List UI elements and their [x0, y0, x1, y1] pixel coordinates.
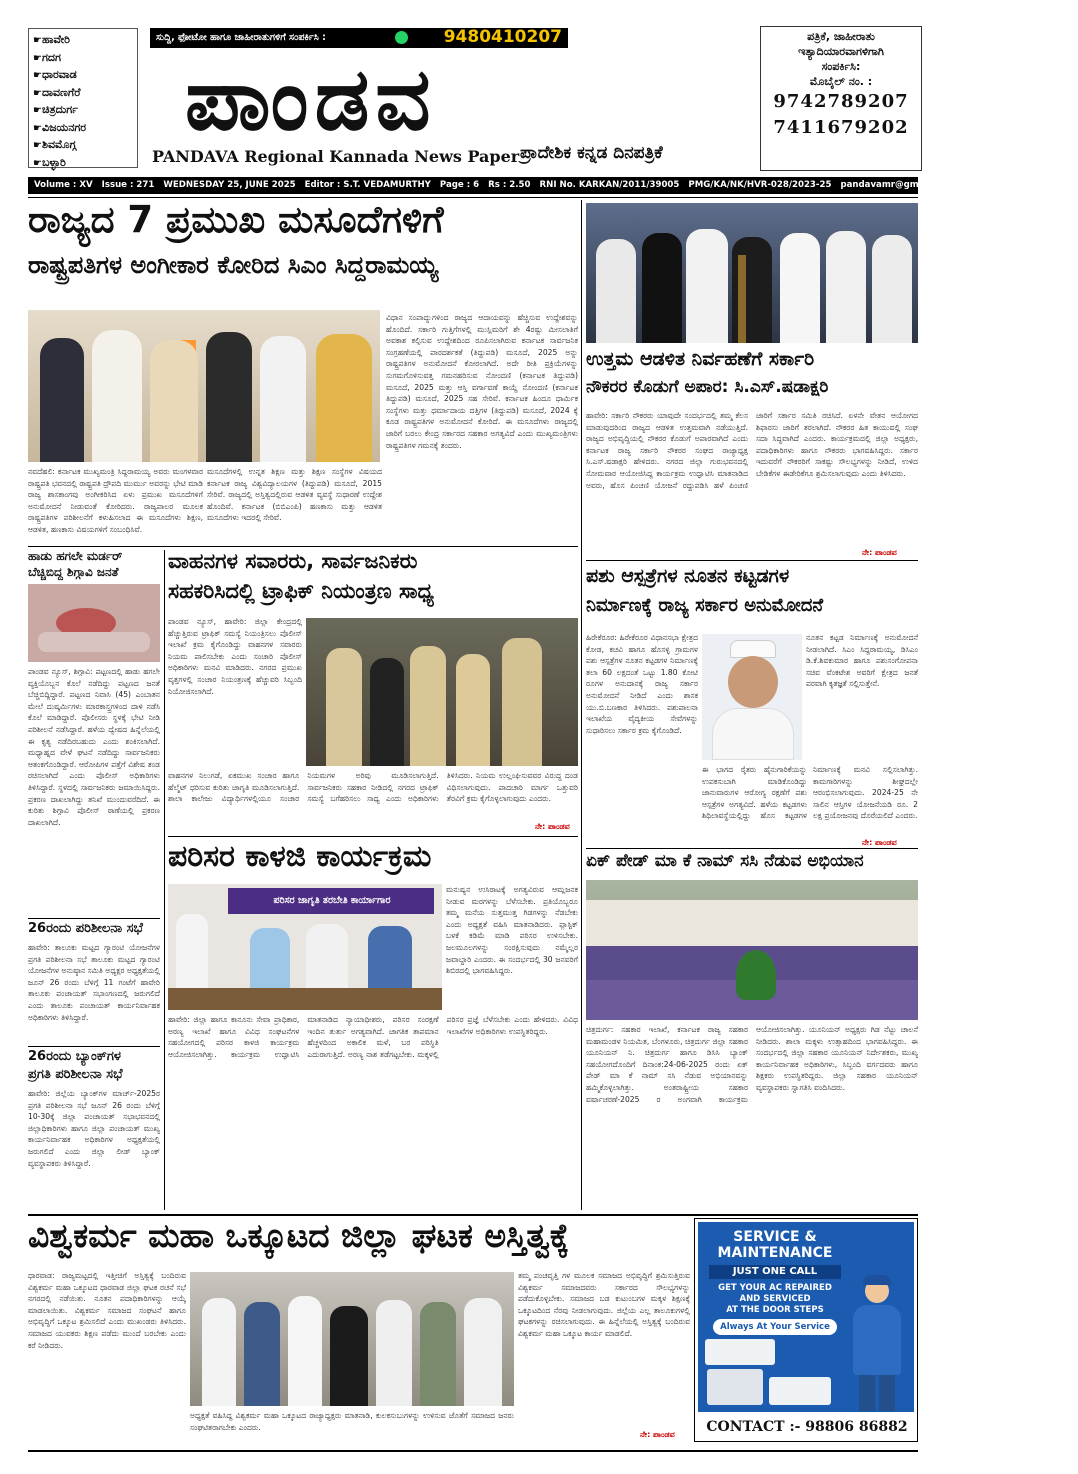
- ad-line: ಮೊಬೈಲ್ ನಂ. :: [809, 75, 873, 88]
- editor: Editor : S.T. VEDAMURTHY: [304, 180, 431, 190]
- story4-body-left: ಪಾಂಡವ ನ್ಯೂಸ್, ಹಾವೇರಿ: ಜಿಲ್ಲಾ ಕೇಂದ್ರದಲ್ಲಿ ಹೆಚ್ಚುತ್ತಿರುವ ಟ್ರಾಫಿಕ್ ಸಮಸ್ಯೆ ನಿಯಂತ್ರಿಸಲು ಪೊಲೀಸ್ ಇಲಾಖೆ ಕ್ರಮ ಕೈಗೊಂಡಿದ್ದು ವಾಹನಗಳ ಸವಾರರು ನಿಯಮ ಪಾಲಿಸಬೇಕು ಎಂದು ಸಂಚಾರಿ ಪೊಲೀಸ್ ಅಧಿಕಾರಿಗಳು ಮನವಿ ಮಾಡಿದರು. ನಗರದ ಪ್ರಮುಖ ವೃತ್ತಗಳಲ್ಲಿ ಸಂಚಾರ ನಿಯಂತ್ರಣಕ್ಕೆ ಹೆಚ್ಚುವರಿ ಸಿಬ್ಬಂದಿ ನಿಯೋಜಿಸಲಾಗಿದೆ.: [168, 617, 302, 696]
- story3-photo: [28, 584, 160, 662]
- issue: Issue : 271: [101, 180, 155, 190]
- story5-headline-1: ಪಶು ಆಸ್ಪತ್ರೆಗಳ ನೂತನ ಕಟ್ಟಡಗಳ: [586, 565, 790, 587]
- story4-headline-1: ವಾಹನಗಳ ಸವಾರರು, ಸಾರ್ವಜನಿಕರು: [168, 549, 418, 573]
- district-item: ☛ ಚಿತ್ರದುರ್ಗ: [33, 102, 133, 120]
- rni: RNI No. KARKAN/2011/39005: [539, 180, 680, 190]
- story7-body: ಚಿತ್ರದುರ್ಗ: ಸಹಕಾರ ಇಲಾಖೆ, ಕರ್ನಾಟಕ ರಾಜ್ಯ ಸಹಕಾರ ಮಹಾಮಂಡಳ ನಿಯಮಿತ, ಬೆಂಗಳೂರು, ಚಿತ್ರದುರ್ಗ ಜಿಲ್ಲಾ ಸಹಕಾರ ಯೂನಿಯನ್ ನಿ. ಚಿತ್ರದುರ್ಗ ಹಾಗೂ ಡಿಸಿಸಿ ಬ್ಯಾಂಕ್ ಸಹಯೋಗದೊಂದಿಗೆ ದಿನಾಂಕ:24-06-2025 ರಂದು ಏಕ್ ಪೇಡ್ ಮಾ ಕೆ ನಾಮ್ ಸಸಿ ನೆಡುವ ಅಭಿಯಾನವನ್ನು ಹಮ್ಮಿಕೊಳ್ಳಲಾಗಿತ್ತು. ಅಂತರಾಷ್ಟ್ರೀಯ ಸಹಕಾರ ವರ್ಷಾಚರಣೆ-2025 ರ ಅಂಗವಾಗಿ ಕಾರ್ಯಕ್ರಮ ಆಯೋಜಿಸಲಾಗಿತ್ತು. ಯೂನಿಯನ್ ಅಧ್ಯಕ್ಷರು ಗಿಡ ನೆಟ್ಟು ಚಾಲನೆ ನೀಡಿದರು. ಶಾಲಾ ಮಕ್ಕಳು ಉತ್ಸಾಹದಿಂದ ಭಾಗವಹಿಸಿದ್ದರು. ಈ ಸಂದರ್ಭದಲ್ಲಿ ಜಿಲ್ಲಾ ಸಹಕಾರ ಯೂನಿಯನ್ ನಿರ್ದೇಶಕರು, ಮುಖ್ಯ ಕಾರ್ಯನಿರ್ವಾಹಕ ಅಧಿಕಾರಿಗಳು, ಸಿಬ್ಬಂದಿ ವರ್ಗದವರು ಹಾಗೂ ಶಿಕ್ಷಕರು ಉಪಸ್ಥಿತರಿದ್ದರು. ಜಿಲ್ಲಾ ಸಹಕಾರ ಯೂನಿಯನ್ ವ್ಯವಸ್ಥಾಪಕರು ಸ್ವಾಗತಿಸಿ ವಂದಿಸಿದರು.: [586, 1025, 918, 1104]
- story2-headline-1: ಉತ್ತಮ ಆಡಳಿತ ನಿರ್ವಹಣೆಗೆ ಸರ್ಕಾರಿ: [586, 348, 815, 370]
- ad-title-1: SERVICE &: [733, 1229, 817, 1245]
- ad-phone: 7411679202: [773, 117, 909, 138]
- district-list: [28, 28, 138, 168]
- contact-strip: [150, 28, 568, 48]
- story5-headline-2: ನಿರ್ಮಾಣಕ್ಕೆ ರಾಜ್ಯ ಸರ್ಕಾರ ಅನುಮೋದನೆ: [586, 595, 824, 616]
- section-divider: [586, 560, 918, 561]
- story1-body-mid: ಮಸೂದೆಗಳಲ್ಲಿ ಉನ್ನತ ಶಿಕ್ಷಣ ಮತ್ತು ಶಿಕ್ಷಣ ಸಂಸ್ಥೆಗಳ ವಿಷಯದ ಕರ್ನಾಟಕ ರಾಜ್ಯ ವಿಶ್ವವಿದ್ಯಾಲಯಗಳ (ತಿದ್ದುಪಡಿ) ಮಸೂದೆ, 2015 ಸೇರಿವೆ. ರಾಜ್ಯದಲ್ಲಿ ಅಸ್ತಿತ್ವದಲ್ಲಿರುವ ಆಡಳಿತ ವ್ಯವಸ್ಥೆ ಸುಧಾರಣೆ ಉದ್ದೇಶ ಹೊಂದಿವೆ. ಕರ್ನಾಟಕ (ಬಿಬಿಎಂಪಿ) ಹಣಕಾಸು ಮತ್ತು ಆಡಳಿತ ಮಸೂದೆಗಳು ಇದರಲ್ಲಿ ಸೇರಿವೆ.: [207, 467, 382, 523]
- mobile: Mob No. : 9742789207: [962, 180, 1072, 190]
- story2-body: ಹಾವೇರಿ: ಸರ್ಕಾರಿ ನೌಕರರು ಯಾವುದೇ ಸಂದರ್ಭದಲ್ಲಿ ತಮ್ಮ ಕೆಲಸ ಮಾಡುವುದರಿಂದ ರಾಜ್ಯದ ಆಡಳಿತ ಉತ್ತಮವಾಗಿ ನಡೆಯುತ್ತಿದೆ. ರಾಜ್ಯದ ಅಭಿವೃದ್ಧಿಯಲ್ಲಿ ನೌಕರರ ಕೊಡುಗೆ ಅಪಾರವಾಗಿದೆ ಎಂದು ಕರ್ನಾಟಕ ರಾಜ್ಯ ಸರ್ಕಾರಿ ನೌಕರರ ಸಂಘದ ರಾಜ್ಯಾಧ್ಯಕ್ಷ ಸಿ.ಎಸ್.ಷಡಾಕ್ಷರಿ ಹೇಳಿದರು. ನಗರದ ಜಿಲ್ಲಾ ಗುರುಭವನದಲ್ಲಿ ಸೋಮವಾರ ಆಯೋಜಿಸಿದ್ದ ಕಾರ್ಯಕ್ರಮ ಉದ್ಘಾಟಿಸಿ ಮಾತನಾಡಿದ ಅವರು, ಹೊಸ ಪಿಂಚಣಿ ಯೋಜನೆ ರದ್ದುಪಡಿಸಿ ಹಳೆ ಪಿಂಚಣಿ ಜಾರಿಗೆ ಸರ್ಕಾರ ಸಮಿತಿ ರಚಿಸಿದೆ. ಏಳನೇ ವೇತನ ಆಯೋಗದ ಶಿಫಾರಸು ಜಾರಿಗೆ ತರಲಾಗಿದೆ. ನೌಕರರ ಹಿತ ಕಾಯುವಲ್ಲಿ ಸಂಘ ಸದಾ ಸಿದ್ಧವಾಗಿದೆ ಎಂದರು. ಕಾರ್ಯಕ್ರಮದಲ್ಲಿ ಜಿಲ್ಲಾ ಅಧ್ಯಕ್ಷರು, ಪದಾಧಿಕಾರಿಗಳು ಹಾಗೂ ನೌಕರರು ಭಾಗವಹಿಸಿದ್ದರು. ಸರ್ಕಾರ ಇದುವರೆಗೆ ನೌಕರರಿಗೆ ಸಾಕಷ್ಟು ಸೌಲಭ್ಯಗಳನ್ನು ನೀಡಿದೆ, ಉಳಿದ ಬೇಡಿಕೆಗಳ ಈಡೇರಿಕೆಗೂ ಶ್ರಮಿಸಲಾಗುವುದು ಎಂದು ತಿಳಿಸಿದರು.: [586, 411, 918, 490]
- story1-headline-2: ರಾಷ್ಟ್ರಪತಿಗಳ ಅಂಗೀಕಾರ ಕೋರಿದ ಸಿಎಂ ಸಿದ್ದರಾಮಯ್ಯ: [28, 251, 439, 279]
- story4-body-bottom: ವಾಹನಗಳ ನಿಲುಗಡೆ, ಏಕಮುಖ ಸಂಚಾರ ಹಾಗೂ ಹೆಲ್ಮೆಟ್ ಧರಿಸುವ ಕುರಿತು ಜಾಗೃತಿ ಮೂಡಿಸಲಾಗುತ್ತಿದೆ. ಶಾಲಾ ಕಾಲೇಜು ವಿದ್ಯಾರ್ಥಿಗಳಲ್ಲಿಯೂ ಸಂಚಾರ ನಿಯಮಗಳ ಅರಿವು ಮೂಡಿಸಲಾಗುತ್ತಿದೆ. ಸಾರ್ವಜನಿಕರು ಸಹಕಾರ ನೀಡಿದಲ್ಲಿ ನಗರದ ಟ್ರಾಫಿಕ್ ಸಮಸ್ಯೆ ಬಗೆಹರಿಸಲು ಸಾಧ್ಯ ಎಂದು ಅಧಿಕಾರಿಗಳು ತಿಳಿಸಿದರು. ನಿಯಮ ಉಲ್ಲಂಘಿಸುವವರ ವಿರುದ್ಧ ದಂಡ ವಿಧಿಸಲಾಗುವುದು. ಪಾದಚಾರಿ ಮಾರ್ಗ ಒತ್ತುವರಿ ತೆರವಿಗೆ ಕ್ರಮ ಕೈಗೊಳ್ಳಲಾಗುವುದು ಎಂದರು.: [168, 771, 578, 804]
- story5-body-right: ನೂತನ ಕಟ್ಟಡ ನಿರ್ಮಾಣಕ್ಕೆ ಅನುಮೋದನೆ ನೀಡಲಾಗಿದೆ. ಸಿಎಂ ಸಿದ್ದರಾಮಯ್ಯ, ಡಿಸಿಎಂ ಡಿ.ಕೆ.ಶಿವಕುಮಾರ ಹಾಗೂ ಪಶುಸಂಗೋಪನಾ ಸಚಿವ ವೆಂಕಟೇಶ ಅವರಿಗೆ ಕ್ಷೇತ್ರದ ಜನತೆ ಪರವಾಗಿ ಕೃತಜ್ಞತೆ ಸಲ್ಲಿಸುತ್ತೇನೆ.: [806, 633, 918, 689]
- brief2-body: ಹಾವೇರಿ: ಜಿಲ್ಲೆಯ ಬ್ಯಾಂಕ್‌ಗಳ ಮಾರ್ಚ್-2025ರ ಪ್ರಗತಿ ಪರಿಶೀಲನಾ ಸಭೆ ಜೂನ್ 26 ರಂದು ಬೆಳಿಗ್ಗೆ 10-30ಕ್ಕೆ ಜಿಲ್ಲಾ ಪಂಚಾಯತ್ ಸಭಾಭವನದಲ್ಲಿ ಜಿಲ್ಲಾಧಿಕಾರಿಗಳು ಹಾಗೂ ಜಿಲ್ಲಾ ಪಂಚಾಯತ್ ಮುಖ್ಯ ಕಾರ್ಯನಿರ್ವಾಹಕ ಅಧಿಕಾರಿಗಳ ಅಧ್ಯಕ್ಷತೆಯಲ್ಲಿ ಜರುಗಲಿದೆ ಎಂದು ಜಿಲ್ಲಾ ಲೀಡ್ ಬ್ಯಾಂಕ್ ವ್ಯವಸ್ಥಾಪಕರು ತಿಳಿಸಿದ್ದಾರೆ.: [28, 1089, 160, 1168]
- story3-body: ಪಾಂಡವ ನ್ಯೂಸ್, ಶಿಗ್ಗಾವಿ: ಪಟ್ಟಣದಲ್ಲಿ ಹಾಡು ಹಗಲೇ ವ್ಯಕ್ತಿಯೊಬ್ಬನ ಕೊಲೆ ನಡೆದಿದ್ದು ಪಟ್ಟಣದ ಜನತೆ ಬೆಚ್ಚಿಬಿದ್ದಿದ್ದಾರೆ. ಪಟ್ಟಣದ ನಿವಾಸಿ (45) ಎಂಬಾತನ ಮೇಲೆ ದುಷ್ಕರ್ಮಿಗಳು ಮಾರಕಾಸ್ತ್ರಗಳಿಂದ ದಾಳಿ ನಡೆಸಿ ಕೊಲೆ ಮಾಡಿದ್ದಾರೆ. ಪೊಲೀಸರು ಸ್ಥಳಕ್ಕೆ ಭೇಟಿ ನೀಡಿ ಪರಿಶೀಲನೆ ನಡೆಸಿದ್ದಾರೆ. ಹಳೆಯ ದ್ವೇಷದ ಹಿನ್ನೆಲೆಯಲ್ಲಿ ಈ ಕೃತ್ಯ ನಡೆದಿರಬಹುದು ಎಂದು ಶಂಕಿಸಲಾಗಿದೆ. ಮಧ್ಯಾಹ್ನದ ವೇಳೆ ಘಟನೆ ನಡೆದಿದ್ದು ಸಾರ್ವಜನಿಕರು ಆತಂಕಗೊಂಡಿದ್ದಾರೆ. ಆರೋಪಿಗಳ ಪತ್ತೆಗೆ ವಿಶೇಷ ತಂಡ ರಚಿಸಲಾಗಿದೆ ಎಂದು ಪೊಲೀಸ್ ಅಧಿಕಾರಿಗಳು ತಿಳಿಸಿದ್ದಾರೆ. ಸ್ಥಳದಲ್ಲಿ ಸಾರ್ವಜನಿಕರು ಜಮಾಯಿಸಿದ್ದರು. ಪ್ರಕರಣ ದಾಖಲಾಗಿದ್ದು ತನಿಖೆ ಮುಂದುವರೆದಿದೆ. ಈ ಕುರಿತು ಶಿಗ್ಗಾವಿ ಪೊಲೀಸ್ ಠಾಣೆಯಲ್ಲಿ ಪ್ರಕರಣ ದಾಖಲಾಗಿದೆ.: [28, 667, 160, 827]
- story4-headline-2: ಸಹಕರಿಸಿದಲ್ಲಿ ಟ್ರಾಫಿಕ್ ನಿಯಂತ್ರಣ ಸಾಧ್ಯ: [168, 579, 434, 603]
- ad-line-1: GET YOUR AC REPAIRED: [718, 1283, 832, 1293]
- brief2-title-2: ಪ್ರಗತಿ ಪರಿಶೀಲನಾ ಸಭೆ: [28, 1067, 123, 1082]
- ad-line-3: AT THE DOOR STEPS: [726, 1305, 824, 1315]
- story8-body-bottom: ಅಧ್ಯಕ್ಷತೆ ವಹಿಸಿದ್ದ ವಿಶ್ವಕರ್ಮ ಮಹಾ ಒಕ್ಕೂಟದ ರಾಜ್ಯಾಧ್ಯಕ್ಷರು ಮಾತನಾಡಿ, ಕುಲಕಸುಬುಗಳನ್ನು ಉಳಿಸುವ ಜೊತೆಗೆ ಸಮಾಜದ ಜನರು ಸಂಘಟಿತರಾಗಬೇಕು ಎಂದರು.: [190, 1411, 514, 1432]
- story3-headline-1: ಹಾಡು ಹಗಲೇ ಮರ್ಡರ್: [28, 549, 123, 563]
- newspaper-subtitle-kn: ಪ್ರಾದೇಶಿಕ ಕನ್ನಡ ದಿನಪತ್ರಿಕೆ: [520, 143, 663, 163]
- email: pandavamr@gmail.com: [840, 180, 954, 190]
- price: Rs : 2.50: [488, 180, 531, 190]
- story3-headline-2: ಬೆಚ್ಚಿಬಿದ್ದ ಶಿಗ್ಗಾವಿ ಜನತೆ: [28, 565, 119, 579]
- contact-text: ಸುದ್ದಿ, ಫೋಟೋ ಹಾಗೂ ಜಾಹೀರಾತುಗಳಿಗೆ ಸಂಪರ್ಕಿಸಿ :: [156, 32, 326, 43]
- bottom-rule: [28, 1450, 918, 1452]
- story8-body-left: ಧಾರವಾಡ: ರಾಜ್ಯಮಟ್ಟದಲ್ಲಿ ಇತ್ತೀಚಿಗೆ ಅಸ್ತಿತ್ವಕ್ಕೆ ಬಂದಿರುವ ವಿಶ್ವಕರ್ಮ ಮಹಾ ಒಕ್ಕೂಟದ ಧಾರವಾಡ ಜಿಲ್ಲಾ ಘಟಕ ರಚನೆ ಸಭೆ ನಗರದಲ್ಲಿ ನಡೆಯಿತು. ನೂತನ ಪದಾಧಿಕಾರಿಗಳನ್ನು ಆಯ್ಕೆ ಮಾಡಲಾಯಿತು. ವಿಶ್ವಕರ್ಮ ಸಮಾಜದ ಸಂಘಟನೆ ಹಾಗೂ ಅಭಿವೃದ್ಧಿಗೆ ಒಕ್ಕೂಟ ಶ್ರಮಿಸಲಿದೆ ಎಂದು ಮುಖಂಡರು ತಿಳಿಸಿದರು. ಸಮಾಜದ ಯುವಕರು ಶಿಕ್ಷಣ ಪಡೆದು ಮುಂದೆ ಬರಬೇಕು ಎಂದು ಕರೆ ನೀಡಿದರು.: [28, 1271, 186, 1350]
- district-item: ☛ ವಿಜಯನಗರ: [33, 120, 133, 138]
- newspaper-subtitle-en: PANDAVA Regional Kannada News Paper: [152, 147, 520, 166]
- column-divider: [581, 200, 582, 1210]
- story7-photo: [586, 880, 918, 1020]
- story2-headline-2: ನೌಕರರ ಕೊಡುಗೆ ಅಪಾರ: ಸಿ.ಎಸ್.ಷಡಾಕ್ಷರಿ: [586, 377, 829, 397]
- district-item: ☛ ಹಾವೇರಿ: [33, 32, 133, 50]
- section-divider: [28, 546, 578, 547]
- district-item: ☛ ಗದಗ: [33, 50, 133, 68]
- section-divider: [586, 848, 918, 849]
- district-item: ☛ ಶಿವಮೊಗ್ಗ: [33, 137, 133, 155]
- technician-icon: [845, 1279, 909, 1411]
- story5-body-bottom: ಈ ಭಾಗದ ರೈತರು ಹೈನುಗಾರಿಕೆಯನ್ನು ಉಪಕಸುಬಾಗಿ ಮಾಡಿಕೊಂಡಿದ್ದು ಜಾನುವಾರುಗಳ ಆರೋಗ್ಯ ರಕ್ಷಣೆಗೆ ಪಶು ಆಸ್ಪತ್ರೆಗಳ ಅಗತ್ಯವಿದೆ. ಹಳೆಯ ಕಟ್ಟಡಗಳು ಶಿಥಿಲಾವಸ್ಥೆಯಲ್ಲಿದ್ದು ಹೊಸ ಕಟ್ಟಡಗಳ ನಿರ್ಮಾಣಕ್ಕೆ ಮನವಿ ಸಲ್ಲಿಸಲಾಗಿತ್ತು. ಕಾಮಗಾರಿಗಳನ್ನು ಶೀಘ್ರದಲ್ಲೇ ಆರಂಭಿಸಲಾಗುವುದು. 2024-25 ನೇ ಸಾಲಿನ ಆಸ್ತಿಗಳ ಯೋಜನೆಯಡಿ ರೂ. 2 ಲಕ್ಷ ಪ್ರಯೋಜನವು ದೊರೆಯಲಿದೆ ಎಂದರು.: [702, 765, 918, 821]
- advertising-contact-box: [760, 26, 922, 171]
- story7-headline: ಏಕ್ ಪೇಡ್ ಮಾ ಕೆ ನಾಮ್ ಸಸಿ ನೆಡುವ ಅಭಿಯಾನ: [586, 851, 864, 871]
- issue-info-strip: [28, 177, 1072, 194]
- story6-photo: [168, 884, 442, 1010]
- story4-photo: [306, 618, 578, 766]
- ac-outdoor-unit-icon: [707, 1369, 763, 1405]
- ad-line: ಪತ್ರಿಕೆ, ಜಾಹೀರಾತು: [807, 30, 875, 43]
- volume: Volume : XV: [34, 180, 93, 190]
- ad-line-2: AND SERVICED: [739, 1294, 811, 1304]
- story8-photo: [190, 1272, 514, 1406]
- ad-title-2: MAINTENANCE: [717, 1245, 833, 1261]
- ad-contact: CONTACT :- 98806 86882: [706, 1419, 908, 1435]
- date: WEDNESDAY 25, JUNE 2025: [163, 180, 296, 190]
- whatsapp-icon: [395, 31, 408, 44]
- brief1-body: ಹಾವೇರಿ: ತಾಲೂಕು ಮಟ್ಟದ ಗ್ಯಾರಂಟಿ ಯೋಜನೆಗಳ ಪ್ರಗತಿ ಪರಿಶೀಲನಾ ಸಭೆ ತಾಲೂಕು ಮಟ್ಟದ ಗ್ಯಾರಂಟಿ ಯೋಜನೆಗಳ ಅನುಷ್ಠಾನ ಸಮಿತಿ ಅಧ್ಯಕ್ಷರ ಅಧ್ಯಕ್ಷತೆಯಲ್ಲಿ ಜೂನ್ 26 ರಂದು ಬೆಳಿಗ್ಗೆ 11 ಗಂಟೆಗೆ ಹಾವೇರಿ ತಾಲೂಕು ಪಂಚಾಯತ್ ಸಭಾಂಗಣದಲ್ಲಿ ಜರುಗಲಿದೆ ಎಂದು ತಾಲೂಕು ಪಂಚಾಯತ್ ಕಾರ್ಯನಿರ್ವಾಹಕ ಅಧಿಕಾರಿಗಳು ತಿಳಿಸಿದ್ದಾರೆ.: [28, 943, 160, 1022]
- ac-service-ad: [694, 1218, 918, 1442]
- story6-body-right: ಮನುಷ್ಯನ ಉಸಿರಾಟಕ್ಕೆ ಅಗತ್ಯವಿರುವ ಆಮ್ಲಜನಕ ನೀಡುವ ಮರಗಳನ್ನು ಬೆಳೆಸಬೇಕು. ಪ್ರತಿಯೊಬ್ಬರೂ ತಮ್ಮ ಮನೆಯ ಸುತ್ತಮುತ್ತ ಗಿಡಗಳನ್ನು ನೆಡಬೇಕು ಎಂದು ಅಧ್ಯಕ್ಷತೆ ವಹಿಸಿ ಮಾತನಾಡಿದರು. ಪ್ಲಾಸ್ಟಿಕ್ ಬಳಕೆ ಕಡಿಮೆ ಮಾಡಿ ಪರಿಸರ ಉಳಿಸಬೇಕು. ಜಲಮೂಲಗಳನ್ನು ಸಂರಕ್ಷಿಸುವುದು ನಮ್ಮೆಲ್ಲರ ಜವಾಬ್ದಾರಿ ಎಂದರು. ಈ ಸಂದರ್ಭದಲ್ಲಿ 30 ಜನವರಿಗೆ ಶಿಬಿರದಲ್ಲಿ ಭಾಗವಹಿಸಿದ್ದರು.: [446, 885, 578, 976]
- story1-body-right: ವಿಧಾನ ಸಂಪಾದ್ನುಗಳಿಂದ ರಾಜ್ಯದ ಆದಾಯವನ್ನು ಹೆಚ್ಚಿಸುವ ಉದ್ದೇಶವನ್ನು ಹೊಂದಿದೆ. ಸರ್ಕಾರಿ ಗುತ್ತಿಗೆಗಳಲ್ಲಿ ಮುಸ್ಲಿಮರಿಗೆ ಶೇ 4ರಷ್ಟು ಮೀಸಲಾತಿಗೆ ಅವಕಾಶ ಕಲ್ಪಿಸುವ ಉದ್ದೇಶದಿಂದ ರೂಪಿಸಲಾಗಿರುವ ಕರ್ನಾಟಕ ಸಾರ್ವಜನಿಕ ಸಂಗ್ರಹಣೆಯಲ್ಲಿ ಪಾರದರ್ಶಕತೆ (ತಿದ್ದುಪಡಿ) ಮಸೂದೆ, 2025 ಅನ್ನು ರಾಷ್ಟ್ರಪತಿಗಳ ಅನುಮೋದನೆ ಕೋರಲಾಗಿದೆ. ಅದೇ ರೀತಿ ಪ್ರಕ್ರಿಯೆಗಳನ್ನು ಸುಗಮಗೊಳಿಸುವತ್ತ ಗಮನಹರಿಸುವ ನೋಂದಣಿ (ಕರ್ನಾಟಕ ತಿದ್ದುಪಡಿ) ಮಸೂದೆ, 2025 ಮತ್ತು ಆಸ್ತಿ ವರ್ಗಾವಣೆ ಕಾಯ್ದೆ ನೋಂದಣಿ (ಕರ್ನಾಟಕ ತಿದ್ದುಪಡಿ) ಮಸೂದೆ, 2025 ಸಹ ಸೇರಿವೆ. ಕರ್ನಾಟಕ ಹಿಂದೂ ಧಾರ್ಮಿಕ ಸಂಸ್ಥೆಗಳು ಮತ್ತು ಧರ್ಮಾದಾಯ ದತ್ತಿಗಳ (ತಿದ್ದುಪಡಿ) ಮಸೂದೆ, 2024 ಕ್ಕೆ ಕೂಡ ರಾಷ್ಟ್ರಪತಿಗಳ ಅನುಮೋದನೆ ಕೋರಿದೆ. ಈ ಮಸೂದೆಗಳು ರಾಜ್ಯದಲ್ಲಿ ಜಾರಿಗೆ ಬರಲು ಕೇಂದ್ರ ಸರ್ಕಾರದ ಸಹಕಾರ ಅಗತ್ಯವಿದೆ ಎಂದು ಮುಖ್ಯಮಂತ್ರಿಗಳು ರಾಷ್ಟ್ರಪತಿಗಳ ಗಮನಕ್ಕೆ ತಂದರು.: [386, 313, 578, 450]
- story1-photo: [28, 310, 380, 462]
- workshop-banner-text: ಪರಿಸರ ಜಾಗೃತಿ ತರಬೇತಿ ಕಾರ್ಯಾಗಾರ: [273, 895, 391, 906]
- brief2-title-1: 26ರಂದು ಬ್ಯಾಂಕ್‌ಗಳ: [28, 1049, 121, 1064]
- ad-call: JUST ONE CALL: [709, 1265, 841, 1279]
- ad-phone: 9742789207: [773, 91, 909, 112]
- section-divider: [28, 918, 160, 919]
- story1-headline-1: ರಾಜ್ಯದ 7 ಪ್ರಮುಖ ಮಸೂದೆಗಳಿಗೆ: [28, 198, 444, 241]
- story5-body-left: ಹಿರೇಕೆರೂರ: ಹಿರೇಕೆರೂರ ವಿಧಾನಸಭಾ ಕ್ಷೇತ್ರದ ಕೋಡ, ಕಚವಿ ಹಾಗೂ ಹೊಸಳ್ಳಿ ಗ್ರಾಮಗಳ ಪಶು ಆಸ್ಪತ್ರೆಗಳ ನೂತನ ಕಟ್ಟಡಗಳ ನಿರ್ಮಾಣಕ್ಕೆ ತಲಾ 60 ಲಕ್ಷದಂತೆ ಒಟ್ಟು 1.80 ಕೋಟಿ ರೂಗಳ ಅನುದಾನಕ್ಕೆ ರಾಜ್ಯ ಸರ್ಕಾರ ಅನುಮೋದನೆ ನೀಡಿದೆ ಎಂದು ಶಾಸಕ ಯು.ಬಿ.ಬಣಕಾರ ತಿಳಿಸಿದರು. ಪಶುಪಾಲನಾ ಇಲಾಖೆಯ ವೈದ್ಯಕೀಯ ಸೇವೆಗಳನ್ನು ಸುಧಾರಿಸಲು ಸರ್ಕಾರ ಕ್ರಮ ಕೈಗೊಂಡಿದೆ.: [586, 633, 698, 735]
- district-item: ☛ ದಾವಣಗೆರೆ: [33, 85, 133, 103]
- story2-photo: [586, 203, 918, 343]
- top-rule: [28, 197, 918, 198]
- story8-body-right: ತಮ್ಮ ಪಂಚವೃತ್ತಿ ಗಳ ಮೂಲಕ ಸಮಾಜದ ಅಭಿವೃದ್ಧಿಗೆ ಶ್ರಮಿಸುತ್ತಿರುವ ವಿಶ್ವಕರ್ಮ ಸಮಾಜದವರು ಸರ್ಕಾರದ ಸೌಲಭ್ಯಗಳನ್ನು ಪಡೆದುಕೊಳ್ಳಬೇಕು. ಸಮಾಜದ ಬಡ ಕುಟುಂಬಗಳ ಮಕ್ಕಳ ಶಿಕ್ಷಣಕ್ಕೆ ಒಕ್ಕೂಟದಿಂದ ನೆರವು ನೀಡಲಾಗುವುದು. ಜಿಲ್ಲೆಯ ಎಲ್ಲ ತಾಲೂಕುಗಳಲ್ಲಿ ಘಟಕಗಳನ್ನು ರಚಿಸಲಾಗುವುದು. ಈ ಹಿನ್ನೆಲೆಯಲ್ಲಿ ಅಸ್ತಿತ್ವಕ್ಕೆ ಬಂದಿರುವ ವಿಶ್ವಕರ್ಮ ಮಹಾ ಒಕ್ಕೂಟ ಕಾರ್ಯ ಮಾಡಲಿದೆ.: [518, 1271, 690, 1338]
- pmg: PMG/KA/NK/HVR-028/2023-25: [688, 180, 832, 190]
- brief1-title: 26ರಂದು ಪರಿಶೀಲನಾ ಸಭೆ: [28, 921, 143, 936]
- district-item: ☛ ಧಾರವಾಡ: [33, 67, 133, 85]
- story8-credit: ನೇ: ಪಾಂಡವ: [640, 1430, 675, 1439]
- story8-headline: ವಿಶ್ವಕರ್ಮ ಮಹಾ ಒಕ್ಕೂಟದ ಜಿಲ್ಲಾ ಘಟಕ ಅಸ್ತಿತ್ವಕ್ಕೆ: [28, 1216, 570, 1255]
- ac-split-icon: [769, 1377, 831, 1405]
- ad-pill: Always At Your Service: [713, 1319, 837, 1335]
- ad-line: ಸಂಪರ್ಕಿಸಿ:: [821, 60, 861, 73]
- ac-unit-icon: [705, 1339, 775, 1365]
- story6-body-bottom: ಹಾವೇರಿ: ಜಿಲ್ಲಾ ಹಾಗೂ ಕಾನೂನು ಸೇವಾ ಪ್ರಾಧಿಕಾರ, ಅರಣ್ಯ ಇಲಾಖೆ ಹಾಗೂ ವಿವಿಧ ಸಂಘಟನೆಗಳ ಸಹಯೋಗದಲ್ಲಿ ಪರಿಸರ ಕಾಳಜಿ ಕಾರ್ಯಕ್ರಮ ಆಯೋಜಿಸಲಾಗಿತ್ತು. ಕಾರ್ಯಕ್ರಮ ಉದ್ಘಾಟಿಸಿ ಮಾತನಾಡಿದ ನ್ಯಾಯಾಧೀಶರು, ಪರಿಸರ ಸಂರಕ್ಷಣೆ ಇಂದಿನ ತುರ್ತು ಅಗತ್ಯವಾಗಿದೆ. ಜಾಗತಿಕ ತಾಪಮಾನ ಹೆಚ್ಚಳದಿಂದ ಅಕಾಲಿಕ ಮಳೆ, ಬರ ಪರಿಸ್ಥಿತಿ ಎದುರಾಗುತ್ತಿದೆ. ಅರಣ್ಯ ನಾಶ ತಡೆಗಟ್ಟಬೇಕು. ಮಕ್ಕಳಲ್ಲಿ ಪರಿಸರ ಪ್ರಜ್ಞೆ ಬೆಳೆಸಬೇಕು ಎಂದು ಹೇಳಿದರು. ವಿವಿಧ ಇಲಾಖೆಗಳ ಅಧಿಕಾರಿಗಳು ಉಪಸ್ಥಿತರಿದ್ದರು.: [168, 1015, 578, 1059]
- story5-credit: ನೇ: ಪಾಂಡವ: [862, 838, 897, 847]
- page-number: Page : 6: [439, 180, 480, 190]
- newspaper-logo: ಪಾಂಡವ: [185, 49, 437, 150]
- district-item: ☛ ಬಳ್ಳಾರಿ: [33, 155, 133, 173]
- section-divider: [168, 836, 578, 837]
- ad-line: ಇತ್ಯಾದಿಯಾರವಾಗಳಿಗಾಗಿ: [798, 45, 884, 58]
- story1-body-left: ನವದೆಹಲಿ: ಕರ್ನಾಟಕ ಮುಖ್ಯಮಂತ್ರಿ ಸಿದ್ದರಾಮಯ್ಯ ಅವರು ಮಂಗಳವಾರ ರಾಷ್ಟ್ರಪತಿ ಭವನದಲ್ಲಿ ರಾಷ್ಟ್ರಪತಿ ದ್ರೌಪದಿ ಮುರ್ಮು ಅವರನ್ನು ಭೇಟಿ ಮಾಡಿ ರಾಜ್ಯ ಶಾಸಕಾಂಗವು ಅಂಗೀಕರಿಸಿದ ಏಳು ಪ್ರಮುಖ ಮಸೂದೆಗಳಿಗೆ ಅನುಮೋದನೆ ನೀಡುವಂತೆ ಕೋರಿದರು. ರಾಜ್ಯಪಾಲರ ಮೂಲಕ ರಾಷ್ಟ್ರಪತಿಗಳ ಪರಿಶೀಲನೆಗೆ ಕಳುಹಿಸಲಾದ ಈ ಮಸೂದೆಗಳು ಶಿಕ್ಷಣ, ಆಡಳಿತ, ಹಣಕಾಸು ವಿಷಯಗಳಿಗೆ ಸಂಬಂಧಿಸಿವೆ.: [28, 467, 203, 534]
- contact-phone: 9480410207: [443, 27, 562, 47]
- story6-headline: ಪರಿಸರ ಕಾಳಜಿ ಕಾರ್ಯಕ್ರಮ: [168, 839, 432, 874]
- story2-credit: ನೇ: ಪಾಂಡವ: [862, 548, 897, 557]
- section-divider: [28, 1046, 160, 1047]
- column-divider: [164, 550, 165, 1210]
- story5-photo: [702, 634, 802, 760]
- story4-credit: ನೇ: ಪಾಂಡವ: [535, 822, 570, 831]
